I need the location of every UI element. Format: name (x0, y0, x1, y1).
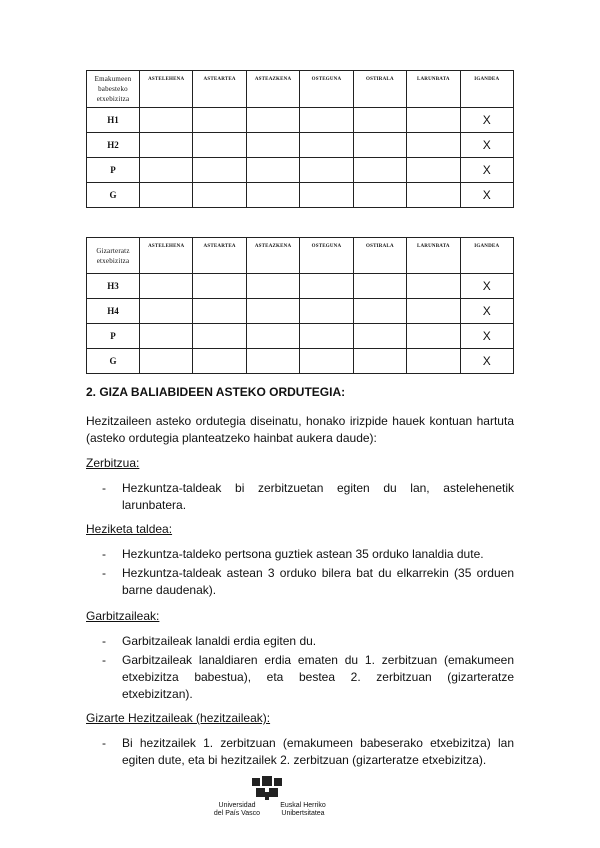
sunday-mark: X (460, 133, 513, 158)
schedule-cell (140, 324, 193, 349)
schedule-cell (246, 108, 299, 133)
schedule-cell (246, 299, 299, 324)
schedule-cell (140, 349, 193, 374)
caption-line: Unibertsitatea (281, 810, 325, 817)
schedule-cell (407, 324, 460, 349)
schedule-cell (353, 108, 406, 133)
day-header: OSTEGUNA (300, 71, 353, 108)
schedule-cell (300, 274, 353, 299)
schedule-cell (193, 324, 246, 349)
list-item-text: Garbitzaileak lanaldi erdia egiten du. (122, 634, 317, 648)
row-label: G (87, 183, 140, 208)
row-label: P (87, 324, 140, 349)
university-logo-icon (248, 774, 288, 802)
group-list-service (86, 480, 514, 516)
table-row (87, 183, 514, 208)
list-item (86, 546, 514, 563)
sunday-mark: X (460, 274, 513, 299)
schedule-cell (353, 299, 406, 324)
schedule-cell (407, 133, 460, 158)
sunday-mark: X (460, 158, 513, 183)
group-title-team: Heziketa taldea: (86, 522, 173, 536)
schedule-cell (193, 158, 246, 183)
schedule-cell (246, 158, 299, 183)
dash-bullet: - (102, 566, 106, 580)
table-corner-label (87, 238, 140, 274)
schedule-cell (407, 183, 460, 208)
group-title-service: Zerbitzua: (86, 456, 140, 470)
row-label: H2 (87, 133, 140, 158)
list-item-text: Garbitzaileak lanaldiaren erdia ematen du 1. zerbitzuan (emakumeen etxebizitza babestua), eta bestea 2. zerbitzuan (gizarteratze etxebizitzan). (122, 653, 514, 701)
schedule-cell (353, 274, 406, 299)
schedule-cell (246, 349, 299, 374)
row-label: H1 (87, 108, 140, 133)
corner-line: etxebizitza (96, 256, 130, 265)
table-row (87, 324, 514, 349)
schedule-table-integration (86, 237, 514, 374)
schedule-cell (140, 133, 193, 158)
schedule-cell (140, 299, 193, 324)
schedule-cell (246, 324, 299, 349)
row-label: G (87, 349, 140, 374)
list-item (86, 565, 514, 599)
schedule-cell (193, 299, 246, 324)
dash-bullet: - (102, 653, 106, 667)
schedule-cell (140, 158, 193, 183)
schedule-table-shelter (86, 70, 514, 208)
row-label: H3 (87, 274, 140, 299)
dash-bullet: - (102, 481, 106, 495)
dash-bullet: - (102, 547, 106, 561)
row-label: P (87, 158, 140, 183)
table-row (87, 274, 514, 299)
day-header: OSTEGUNA (300, 238, 353, 274)
schedule-cell (407, 349, 460, 374)
logo-caption-basque (270, 802, 336, 818)
schedule-cell (353, 349, 406, 374)
schedule-cell (407, 299, 460, 324)
day-header: ASTELEHENA (140, 238, 193, 274)
schedule-cell (300, 183, 353, 208)
sunday-mark: X (460, 183, 513, 208)
caption-line: Euskal Herriko (280, 802, 326, 809)
day-header: ASTELEHENA (140, 71, 193, 108)
caption-line: Universidad (218, 802, 256, 809)
schedule-cell (140, 108, 193, 133)
table-row (87, 108, 514, 133)
list-item (86, 652, 514, 703)
schedule-cell (300, 158, 353, 183)
table-header-row (87, 71, 514, 108)
schedule-cell (300, 299, 353, 324)
schedule-cell (407, 158, 460, 183)
schedule-cell (353, 158, 406, 183)
sunday-mark: X (460, 108, 513, 133)
schedule-cell (193, 183, 246, 208)
group-list-cleaners (86, 633, 514, 705)
list-item-text: Bi hezitzailek 1. zerbitzuan (emakumeen babeserako etxebizitza) lan egiten dute, eta bi hezitzailek 2. zerbitzuan (gizarteratze etxebizitza). (122, 736, 514, 767)
group-title-educators: Gizarte Hezitzaileak (hezitzaileak): (86, 711, 271, 725)
list-item (86, 735, 514, 769)
corner-line: Emakumeen (94, 75, 132, 83)
list-item (86, 633, 514, 650)
day-header: LARUNBATA (407, 71, 460, 108)
day-header: IGANDEA (460, 238, 513, 274)
schedule-cell (246, 133, 299, 158)
group-list-team (86, 546, 514, 601)
schedule-cell (407, 108, 460, 133)
group-list-educators (86, 735, 514, 771)
schedule-cell (140, 183, 193, 208)
sunday-mark: X (460, 324, 513, 349)
schedule-cell (353, 133, 406, 158)
list-item-text: Hezkuntza-taldeak astean 3 orduko bilera bat du elkarrekin (35 orduen barne daudenak). (122, 566, 514, 597)
sunday-mark: X (460, 299, 513, 324)
schedule-cell (246, 274, 299, 299)
list-item-text: Hezkuntza-taldeak bi zerbitzuetan egiten du lan, astelehenetik larunbatera. (122, 481, 514, 512)
group-title-cleaners: Garbitzaileak: (86, 609, 160, 623)
day-header: OSTIRALA (353, 238, 406, 274)
row-label: H4 (87, 299, 140, 324)
day-header: ASTEARTEA (193, 71, 246, 108)
schedule-cell (193, 108, 246, 133)
schedule-cell (353, 183, 406, 208)
schedule-cell (193, 349, 246, 374)
corner-line: babesteko (98, 85, 128, 93)
section-intro: Hezitzaileen asteko ordutegia diseinatu, honako irizpide hauek kontuan hartuta (asteko ordutegia planteatzeko hainbat aukera daude): (86, 414, 514, 445)
logo-caption-spanish (204, 802, 270, 818)
schedule-cell (140, 274, 193, 299)
day-header: ASTEAZKENA (246, 238, 299, 274)
table-row (87, 299, 514, 324)
schedule-cell (353, 324, 406, 349)
table-row (87, 349, 514, 374)
section-heading: 2. GIZA BALIABIDEEN ASTEKO ORDUTEGIA: (86, 385, 346, 399)
table-corner-label (87, 71, 140, 108)
corner-line: Gizarteratz (96, 246, 130, 255)
schedule-cell (300, 349, 353, 374)
dash-bullet: - (102, 736, 106, 750)
table-row (87, 133, 514, 158)
list-item-text: Hezkuntza-taldeko pertsona guztiek astean 35 orduko lanaldia dute. (122, 547, 484, 561)
corner-line: etxebizitza (96, 95, 130, 103)
sunday-mark: X (460, 349, 513, 374)
day-header: LARUNBATA (407, 238, 460, 274)
day-header: ASTEARTEA (193, 238, 246, 274)
schedule-cell (407, 274, 460, 299)
schedule-cell (193, 274, 246, 299)
schedule-cell (300, 133, 353, 158)
schedule-cell (246, 183, 299, 208)
dash-bullet: - (102, 634, 106, 648)
table-row (87, 158, 514, 183)
caption-line: del País Vasco (213, 810, 261, 817)
day-header: IGANDEA (460, 71, 513, 108)
schedule-cell (193, 133, 246, 158)
schedule-cell (300, 108, 353, 133)
day-header: ASTEAZKENA (246, 71, 299, 108)
schedule-cell (300, 324, 353, 349)
table-header-row (87, 238, 514, 274)
list-item (86, 480, 514, 514)
day-header: OSTIRALA (353, 71, 406, 108)
